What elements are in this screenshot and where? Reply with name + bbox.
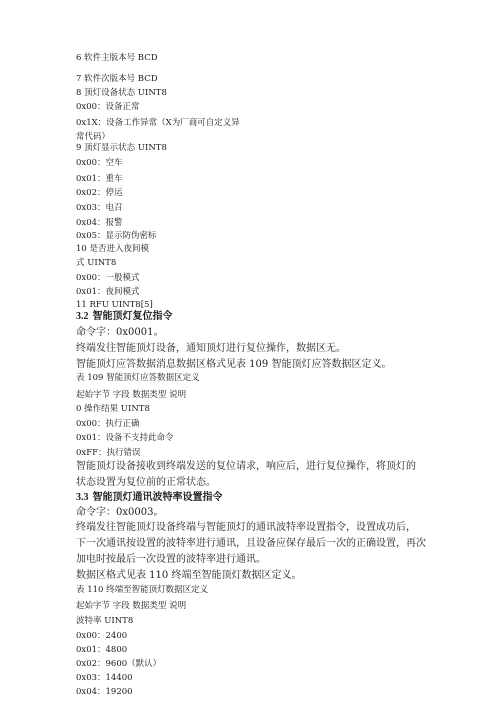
body-line: 智能顶灯应答数据消息数据区格式见表 109 智能顶灯应答数据区定义。 — [76, 359, 392, 370]
table-caption: 表 110 终端至智能顶灯数据区定义 — [76, 585, 209, 595]
table-row: 0 操作结果 UINT8 — [76, 404, 150, 414]
body-line: 终端发往智能顶灯设备终端与智能顶灯的通讯波特率设置指令，设置成功后， — [76, 522, 416, 533]
text-line: 0x05：显示防伪密标 — [76, 231, 157, 241]
text-line: 0x04：报警 — [76, 218, 123, 228]
table-row: 0x04：19200 — [76, 687, 133, 697]
text-line: 0x1X：设备工作异常（X为厂商可自定义异 — [76, 118, 240, 128]
table-row: 0x01：4800 — [76, 645, 128, 655]
text-line: 0x00：一般模式 — [76, 273, 140, 283]
table-row: 0x00：2400 — [76, 631, 128, 641]
section-number: 3.3 — [76, 492, 89, 503]
text-line: 0x03：电召 — [76, 203, 123, 213]
table-row: 波特率 UINT8 — [76, 616, 134, 626]
table-caption: 表 109 智能顶灯应答数据区定义 — [76, 373, 200, 383]
body-line: 智能顶灯设备接收到终端发送的复位请求，响应后，进行复位操作，将顶灯的 — [76, 461, 416, 472]
text-line: 6 软件主版本号 BCD — [76, 53, 158, 63]
table-header: 起始字节 字段 数据类型 说明 — [76, 390, 187, 400]
section-number: 3.2 — [76, 311, 89, 322]
body-line: 加电时按最后一次设置的波特率进行通讯。 — [76, 554, 266, 565]
text-line: 11 RFU UINT8[5] — [76, 300, 153, 310]
section-heading-3-3 — [76, 493, 223, 503]
text-line: 8 顶灯设备状态 UINT8 — [76, 88, 167, 98]
text-line: 0x00：设备正常 — [76, 102, 140, 112]
text-line: 0x00：空车 — [76, 158, 123, 168]
text-line: 式 UINT8 — [76, 258, 117, 268]
table-row: 0x01：设备不支持此命令 — [76, 433, 174, 443]
table-row: 0x03：14400 — [76, 673, 133, 683]
table-row: 0xFF：执行错误 — [76, 448, 141, 458]
section-title: 智能顶灯复位指令 — [92, 311, 173, 322]
text-line: 9 顶灯显示状态 UINT8 — [76, 143, 167, 153]
text-line: 0x01：夜间模式 — [76, 287, 140, 297]
text-line: 10 是否进入夜间模 — [76, 244, 150, 254]
body-line: 状态设置为复位前的正常状态。 — [76, 477, 216, 488]
section-title: 智能顶灯通讯波特率设置指令 — [92, 492, 223, 503]
body-line: 下一次通讯按设置的波特率进行通讯，且设备应保存最后一次的正确设置，再次 — [76, 538, 426, 549]
table-row: 0x02：9600（默认） — [76, 659, 162, 669]
text-line: 常代码） — [76, 132, 111, 142]
table-row: 0x00：执行正确 — [76, 419, 140, 429]
text-line: 7 软件次版本号 BCD — [76, 74, 158, 84]
body-line: 数据区格式见表 110 终端至智能顶灯数据区定义。 — [76, 570, 302, 581]
section-heading-3-2 — [76, 312, 173, 322]
body-line: 命令字：0x0001。 — [76, 327, 164, 338]
body-line: 终端发往智能顶灯设备，通知顶灯进行复位操作，数据区无。 — [76, 343, 346, 354]
text-line: 0x02：停运 — [76, 188, 123, 198]
table-header: 起始字节 字段 数据类型 说明 — [76, 601, 187, 611]
text-line: 0x01：重车 — [76, 174, 123, 184]
body-line: 命令字：0x0003。 — [76, 507, 164, 518]
